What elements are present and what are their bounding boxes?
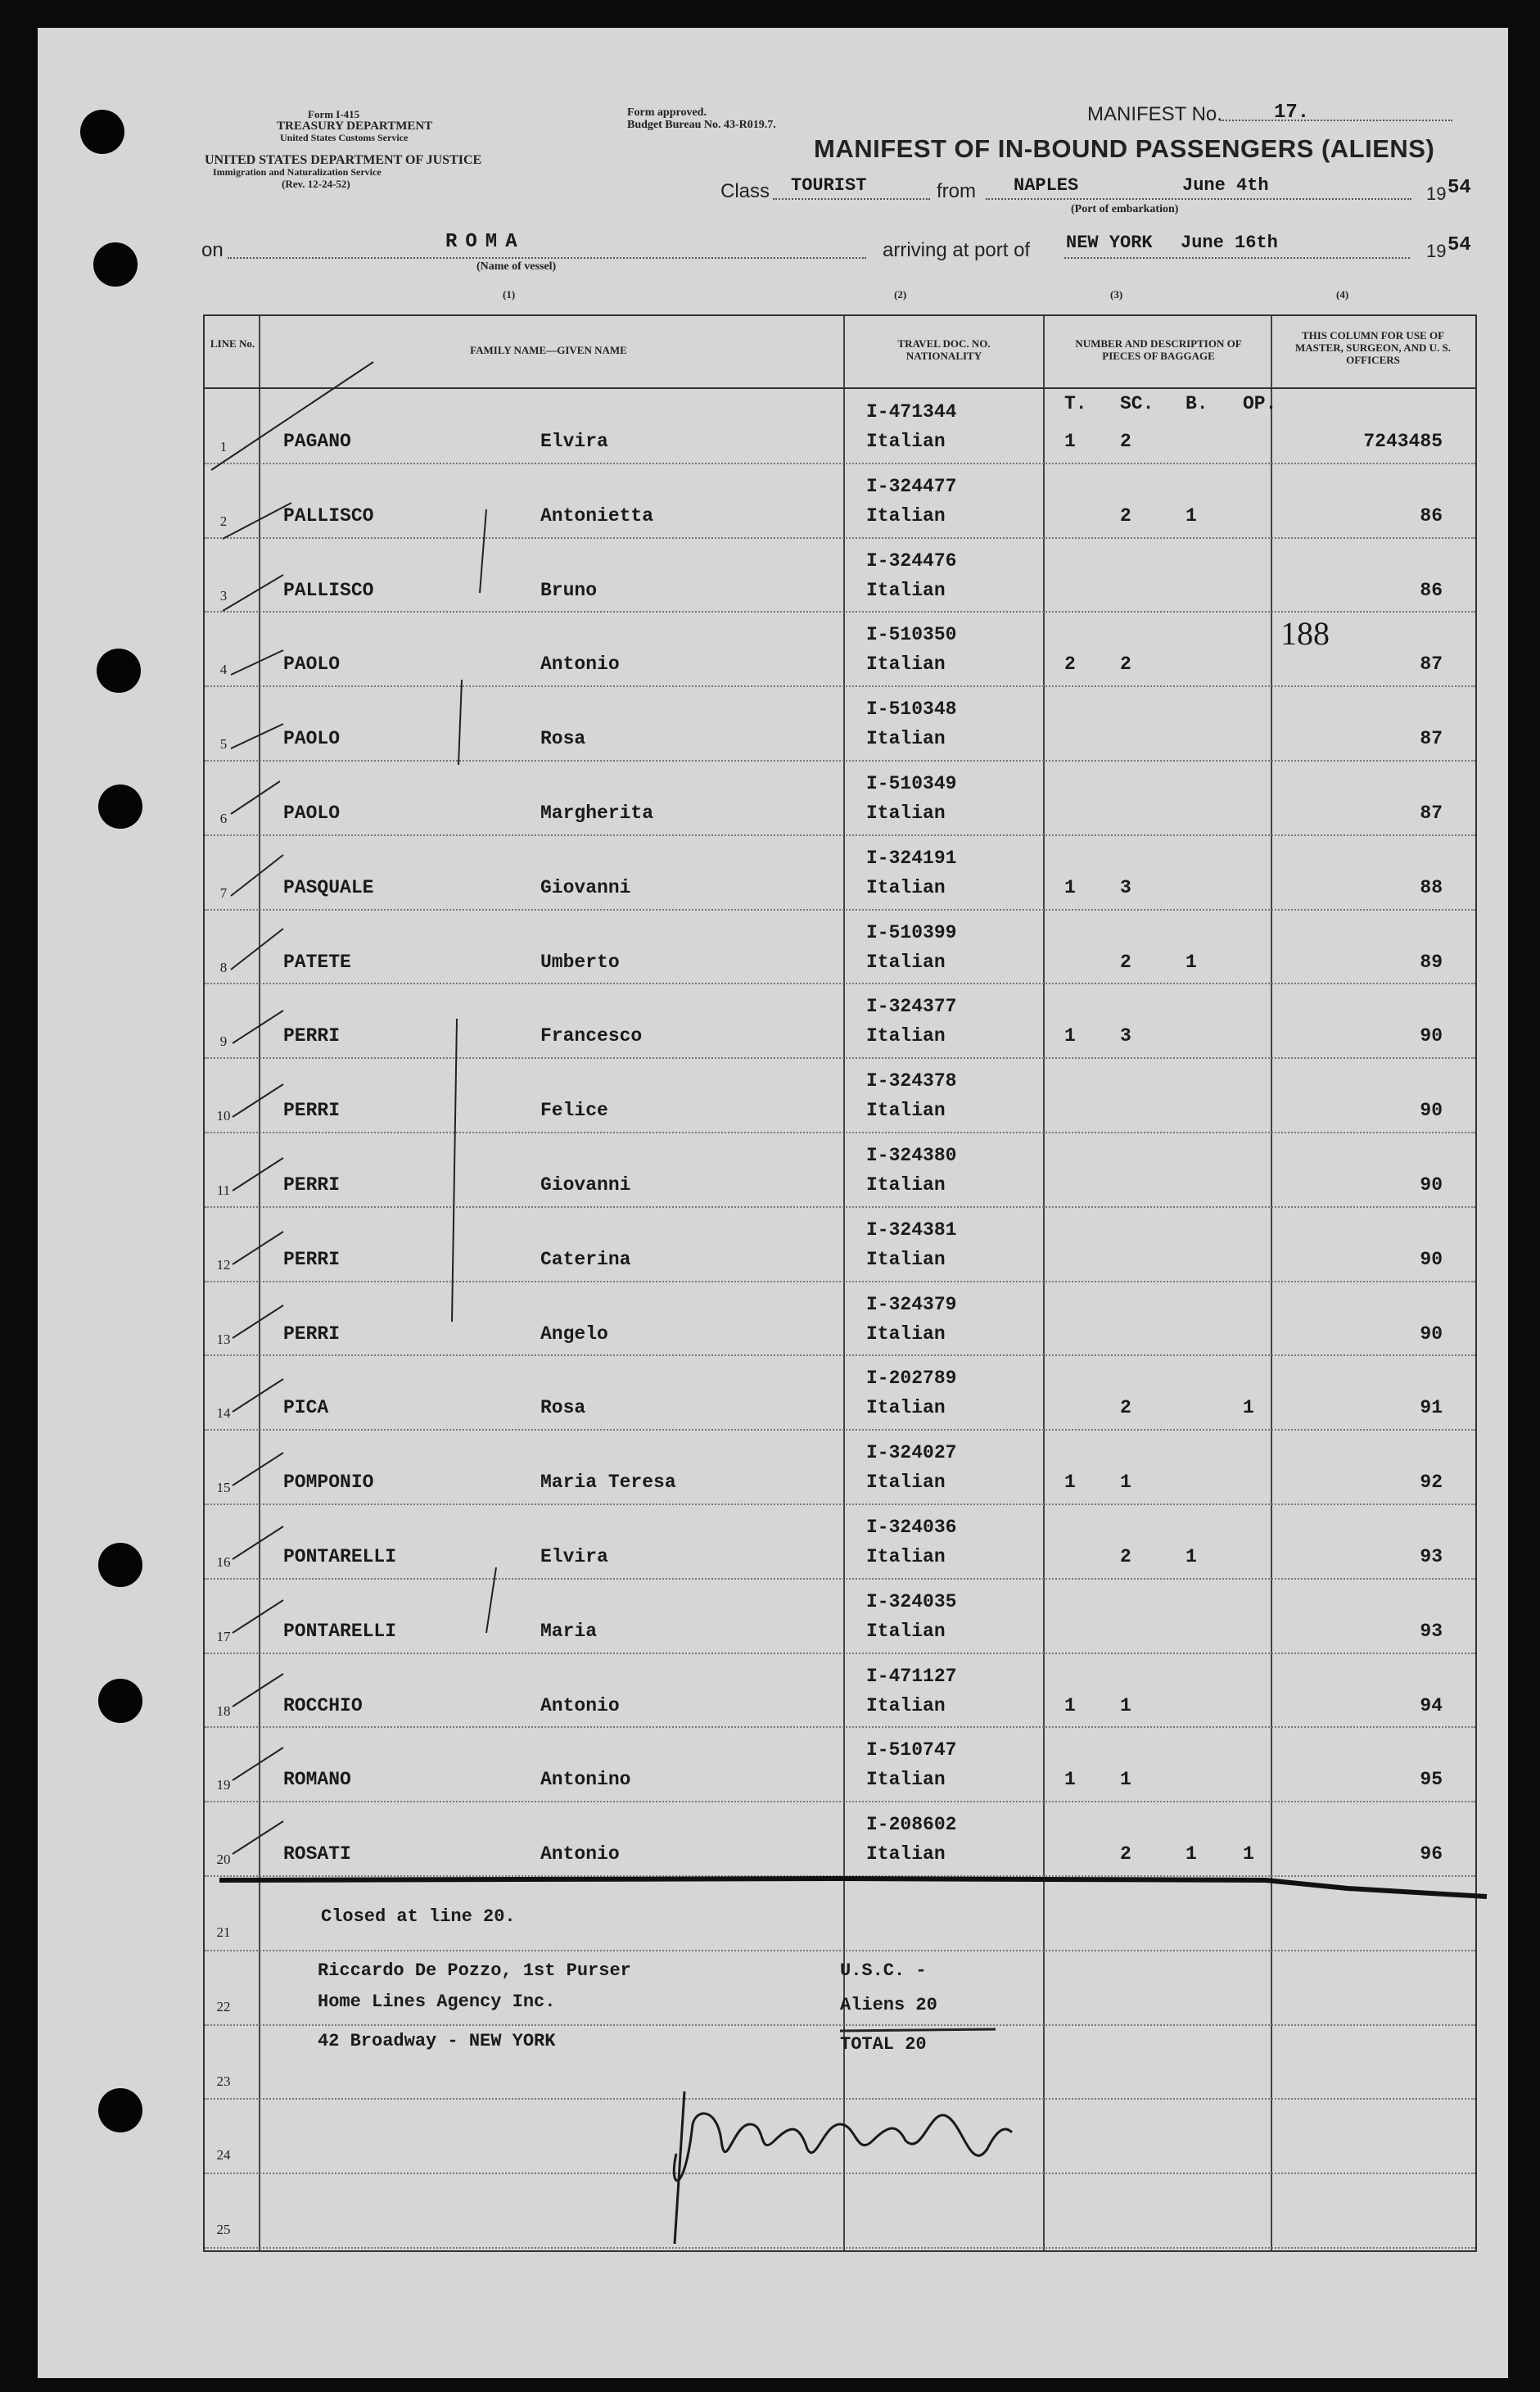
family-name: ROSATI <box>283 1843 351 1865</box>
total-count: TOTAL 20 <box>840 2034 927 2055</box>
line-number: 6 <box>219 811 228 826</box>
nationality: Italian <box>866 1174 946 1196</box>
officer-use-value: 87 <box>1420 803 1443 824</box>
year2-prefix: 19 <box>1426 241 1447 261</box>
baggage-trunks: 1 <box>1064 876 1076 898</box>
line-number: 23 <box>216 2073 231 2089</box>
from-date-value: June 4th <box>1182 175 1269 196</box>
travel-doc-number: I-510348 <box>866 699 957 721</box>
baggage-trunks: 1 <box>1064 1769 1076 1791</box>
family-name: PERRI <box>283 1248 341 1270</box>
family-name: PICA <box>283 1397 329 1419</box>
given-name: Antonio <box>540 1694 620 1716</box>
baggage-suitcases: 2 <box>1120 951 1131 973</box>
line-number: 12 <box>216 1256 231 1273</box>
on-label: on <box>201 239 224 261</box>
ins-label: Immigration and Naturalization Service <box>213 166 382 178</box>
class-label: Class <box>720 180 770 202</box>
family-name: PAOLO <box>283 728 341 750</box>
travel-doc-number: I-324476 <box>866 549 957 572</box>
row-divider <box>205 983 1475 984</box>
officer-use-value: 90 <box>1420 1323 1443 1345</box>
punch-hole <box>80 110 124 154</box>
travel-doc-number: I-510747 <box>866 1739 957 1761</box>
vessel-caption: (Name of vessel) <box>476 260 557 273</box>
row-divider <box>205 1429 1475 1431</box>
travel-doc-number: I-510349 <box>866 773 957 794</box>
travel-doc-number: I-324191 <box>866 847 957 869</box>
row-divider <box>205 2024 1475 2026</box>
nationality: Italian <box>866 653 946 676</box>
baggage-type-header: SC. <box>1120 393 1154 414</box>
row-divider <box>205 685 1475 687</box>
nationality: Italian <box>866 728 946 750</box>
family-name: POMPONIO <box>283 1472 374 1494</box>
col-name-header: FAMILY NAME—GIVEN NAME <box>470 344 627 356</box>
officer-use-value: 95 <box>1420 1769 1443 1791</box>
baggage-suitcases: 2 <box>1120 653 1131 676</box>
usc-label: U.S.C. - <box>840 1960 927 1981</box>
given-name: Bruno <box>540 579 598 601</box>
family-name: PERRI <box>283 1100 341 1122</box>
col3-number: (3) <box>1110 288 1123 301</box>
family-name: PERRI <box>283 1025 341 1047</box>
baggage-suitcases: 2 <box>1120 431 1131 452</box>
manifest-no-line <box>1220 120 1452 121</box>
col1-number: (1) <box>503 288 516 301</box>
row-divider <box>205 1132 1475 1133</box>
treasury-label: TREASURY DEPARTMENT <box>277 120 433 133</box>
given-name: Elvira <box>540 431 608 452</box>
line-number: 16 <box>216 1554 231 1570</box>
row-divider <box>205 2173 1475 2174</box>
row-divider <box>205 1875 1475 1877</box>
family-name: PAOLO <box>283 653 341 676</box>
travel-doc-number: I-202789 <box>866 1368 957 1390</box>
baggage-other: 1 <box>1243 1397 1254 1419</box>
col-line-header: LINE No. <box>210 337 255 350</box>
nationality: Italian <box>866 431 946 452</box>
nationality: Italian <box>866 1769 946 1791</box>
officer-use-value: 91 <box>1420 1397 1443 1419</box>
line-number: 2 <box>219 513 228 529</box>
arrival-port-value: NEW YORK <box>1066 233 1153 253</box>
baggage-suitcases: 3 <box>1120 876 1131 898</box>
line-number: 8 <box>219 959 228 975</box>
given-name: Giovanni <box>540 876 631 898</box>
port-embarkation-label: (Port of embarkation) <box>1071 203 1179 215</box>
family-name: PAGANO <box>283 431 351 452</box>
nationality: Italian <box>866 504 946 527</box>
travel-doc-number: I-208602 <box>866 1814 957 1836</box>
line-number: 25 <box>216 2222 231 2238</box>
officer-use-value: 86 <box>1420 579 1443 601</box>
year2-value: 54 <box>1447 234 1471 256</box>
row-divider <box>205 1578 1475 1580</box>
officer-use-value: 87 <box>1420 728 1443 750</box>
baggage-trunks: 2 <box>1064 653 1076 676</box>
nationality: Italian <box>866 1100 946 1122</box>
nationality: Italian <box>866 1323 946 1345</box>
aliens-count: Aliens 20 <box>840 1995 937 2015</box>
row-divider <box>205 1057 1475 1059</box>
col-use-header: THIS COLUMN FOR USE OF MASTER, SURGEON, AND U. S. OFFICERS <box>1295 329 1451 366</box>
line-number: 17 <box>216 1628 231 1644</box>
given-name: Angelo <box>540 1323 608 1345</box>
from-label: from <box>937 180 976 202</box>
line-number: 5 <box>219 736 228 753</box>
given-name: Antonino <box>540 1769 631 1791</box>
col-doc-header: TRAVEL DOC. NO. NATIONALITY <box>897 337 991 362</box>
row-divider <box>205 1653 1475 1654</box>
baggage-trunks: 1 <box>1064 1472 1076 1494</box>
baggage-suitcases: 1 <box>1120 1472 1131 1494</box>
officer-use-value: 87 <box>1420 653 1443 676</box>
punch-hole <box>97 649 141 693</box>
baggage-other: 1 <box>1243 1843 1254 1865</box>
baggage-bags: 1 <box>1185 1546 1197 1567</box>
line-number: 7 <box>219 884 228 901</box>
revision-label: (Rev. 12-24-52) <box>282 178 350 190</box>
baggage-bags: 1 <box>1185 951 1197 973</box>
line-number: 18 <box>216 1702 231 1719</box>
officer-use-value: 92 <box>1420 1472 1443 1494</box>
family-name: ROCCHIO <box>283 1694 363 1716</box>
arrival-date-value: June 16th <box>1181 233 1278 253</box>
travel-doc-number: I-324379 <box>866 1293 957 1315</box>
family-name: PASQUALE <box>283 876 374 898</box>
given-name: Elvira <box>540 1546 608 1567</box>
given-name: Felice <box>540 1100 608 1122</box>
from-port-value: NAPLES <box>1014 175 1079 196</box>
travel-doc-number: I-324381 <box>866 1219 957 1241</box>
line-number: 15 <box>216 1480 231 1496</box>
form-number: Form I-415 <box>308 108 360 120</box>
approved-label: Form approved. <box>627 106 707 119</box>
line-number: 11 <box>216 1182 231 1198</box>
row-divider <box>205 463 1475 464</box>
row-divider <box>205 611 1475 613</box>
officer-use-value: 90 <box>1420 1025 1443 1047</box>
family-name: PONTARELLI <box>283 1620 397 1642</box>
baggage-suitcases: 3 <box>1120 1025 1131 1047</box>
officer-use-value: 89 <box>1420 951 1443 973</box>
class-value: TOURIST <box>791 175 867 196</box>
travel-doc-number: I-471127 <box>866 1665 957 1687</box>
given-name: Margherita <box>540 803 654 824</box>
vessel-value: ROMA <box>445 231 526 253</box>
given-name: Antonio <box>540 1843 620 1865</box>
nationality: Italian <box>866 951 946 973</box>
nationality: Italian <box>866 1694 946 1716</box>
given-name: Francesco <box>540 1025 643 1047</box>
family-name: PAOLO <box>283 803 341 824</box>
nationality: Italian <box>866 1248 946 1270</box>
officer-use-value: 90 <box>1420 1248 1443 1270</box>
line-number: 10 <box>216 1108 231 1124</box>
line-number: 3 <box>219 587 228 604</box>
arriving-label: arriving at port of <box>883 239 1031 261</box>
travel-doc-number: I-324027 <box>866 1442 957 1464</box>
baggage-suitcases: 2 <box>1120 1397 1131 1419</box>
family-name: PERRI <box>283 1323 341 1345</box>
manifest-page <box>38 28 1508 2378</box>
baggage-suitcases: 2 <box>1120 1546 1131 1567</box>
nationality: Italian <box>866 1546 946 1567</box>
nationality: Italian <box>866 1472 946 1494</box>
line-number: 24 <box>216 2147 231 2164</box>
col2-number: (2) <box>894 288 907 301</box>
line-number: 21 <box>216 1924 231 1940</box>
baggage-trunks: 1 <box>1064 1025 1076 1047</box>
punch-hole <box>93 242 138 287</box>
nationality: Italian <box>866 1620 946 1642</box>
row-divider <box>205 2247 1475 2249</box>
line-number: 13 <box>216 1331 231 1347</box>
given-name: Antonio <box>540 653 620 676</box>
travel-doc-number: I-324035 <box>866 1590 957 1612</box>
family-name: PALLISCO <box>283 579 374 601</box>
row-divider <box>205 1726 1475 1728</box>
nationality: Italian <box>866 579 946 601</box>
family-name: PATETE <box>283 951 351 973</box>
officer-use-value: 90 <box>1420 1174 1443 1196</box>
officer-use-value: 93 <box>1420 1620 1443 1642</box>
baggage-type-header: T. <box>1064 393 1087 414</box>
given-name: Giovanni <box>540 1174 631 1196</box>
given-name: Rosa <box>540 728 586 750</box>
baggage-suitcases: 1 <box>1120 1769 1131 1791</box>
officer-use-value: 94 <box>1420 1694 1443 1716</box>
budget-label: Budget Bureau No. 43-R019.7. <box>627 119 776 131</box>
agency-address: 42 Broadway - NEW YORK <box>318 2031 556 2051</box>
travel-doc-number: I-510350 <box>866 624 957 646</box>
officer-use-value: 86 <box>1420 504 1443 527</box>
line-number: 20 <box>216 1852 231 1868</box>
year1-value: 54 <box>1447 177 1471 199</box>
line-number: 22 <box>216 1998 231 2014</box>
row-divider <box>205 834 1475 836</box>
row-divider <box>205 1801 1475 1802</box>
family-name: ROMANO <box>283 1769 351 1791</box>
travel-doc-number: I-471344 <box>866 401 957 423</box>
row-divider <box>205 760 1475 762</box>
baggage-bags: 1 <box>1185 504 1197 527</box>
given-name: Maria <box>540 1620 598 1642</box>
purser-name: Riccardo De Pozzo, 1st Purser <box>318 1960 631 1981</box>
given-name: Rosa <box>540 1397 586 1419</box>
line-number: 9 <box>219 1033 228 1050</box>
travel-doc-number: I-324477 <box>866 475 957 497</box>
col4-number: (4) <box>1336 288 1349 301</box>
row-divider <box>205 1281 1475 1282</box>
baggage-suitcases: 2 <box>1120 1843 1131 1865</box>
nationality: Italian <box>866 803 946 824</box>
row-divider <box>205 1950 1475 1951</box>
manifest-no-label: MANIFEST No. <box>1087 103 1222 125</box>
baggage-trunks: 1 <box>1064 1694 1076 1716</box>
punch-hole <box>98 2088 142 2132</box>
nationality: Italian <box>866 1843 946 1865</box>
row-divider <box>205 537 1475 539</box>
punch-hole <box>98 1543 142 1587</box>
punch-hole <box>98 1679 142 1723</box>
travel-doc-number: I-324377 <box>866 996 957 1018</box>
manifest-no-value: 17. <box>1274 102 1310 124</box>
handwritten-number: 188 <box>1280 615 1330 652</box>
nationality: Italian <box>866 1397 946 1419</box>
baggage-bags: 1 <box>1185 1843 1197 1865</box>
given-name: Maria Teresa <box>540 1472 676 1494</box>
closed-note: Closed at line 20. <box>321 1906 516 1927</box>
nationality: Italian <box>866 1025 946 1047</box>
travel-doc-number: I-324378 <box>866 1070 957 1092</box>
customs-label: United States Customs Service <box>280 132 409 143</box>
justice-label: UNITED STATES DEPARTMENT OF JUSTICE <box>205 153 482 167</box>
form-title: MANIFEST OF IN-BOUND PASSENGERS (ALIENS) <box>814 134 1435 163</box>
travel-doc-number: I-324380 <box>866 1145 957 1166</box>
line-number: 19 <box>216 1777 231 1793</box>
punch-hole <box>98 785 142 829</box>
baggage-suitcases: 1 <box>1120 1694 1131 1716</box>
family-name: PALLISCO <box>283 504 374 527</box>
travel-doc-number: I-510399 <box>866 921 957 943</box>
given-name: Caterina <box>540 1248 631 1270</box>
officer-use-value: 90 <box>1420 1100 1443 1122</box>
line-number: 1 <box>219 439 228 454</box>
officer-use-value: 93 <box>1420 1546 1443 1567</box>
officer-use-value: 88 <box>1420 876 1443 898</box>
travel-doc-number: I-324036 <box>866 1517 957 1538</box>
officer-use-value: 96 <box>1420 1843 1443 1865</box>
agency-name: Home Lines Agency Inc. <box>318 1992 556 2012</box>
baggage-suitcases: 2 <box>1120 504 1131 527</box>
baggage-type-header: B. <box>1185 393 1208 414</box>
col-baggage-header: NUMBER AND DESCRIPTION OF PIECES OF BAGGAGE <box>1075 337 1242 362</box>
line-number: 4 <box>219 662 228 678</box>
baggage-type-header: OP. <box>1243 393 1277 414</box>
row-divider <box>205 1503 1475 1505</box>
nationality: Italian <box>866 876 946 898</box>
row-divider <box>205 1206 1475 1208</box>
officer-use-value: 7243485 <box>1363 431 1443 452</box>
family-name: PONTARELLI <box>283 1546 397 1567</box>
line-number: 14 <box>216 1405 231 1422</box>
row-divider <box>205 2098 1475 2100</box>
family-name: PERRI <box>283 1174 341 1196</box>
given-name: Umberto <box>540 951 620 973</box>
row-divider <box>205 1354 1475 1356</box>
given-name: Antonietta <box>540 504 654 527</box>
year1-prefix: 19 <box>1426 183 1447 204</box>
row-divider <box>205 909 1475 911</box>
baggage-trunks: 1 <box>1064 431 1076 452</box>
